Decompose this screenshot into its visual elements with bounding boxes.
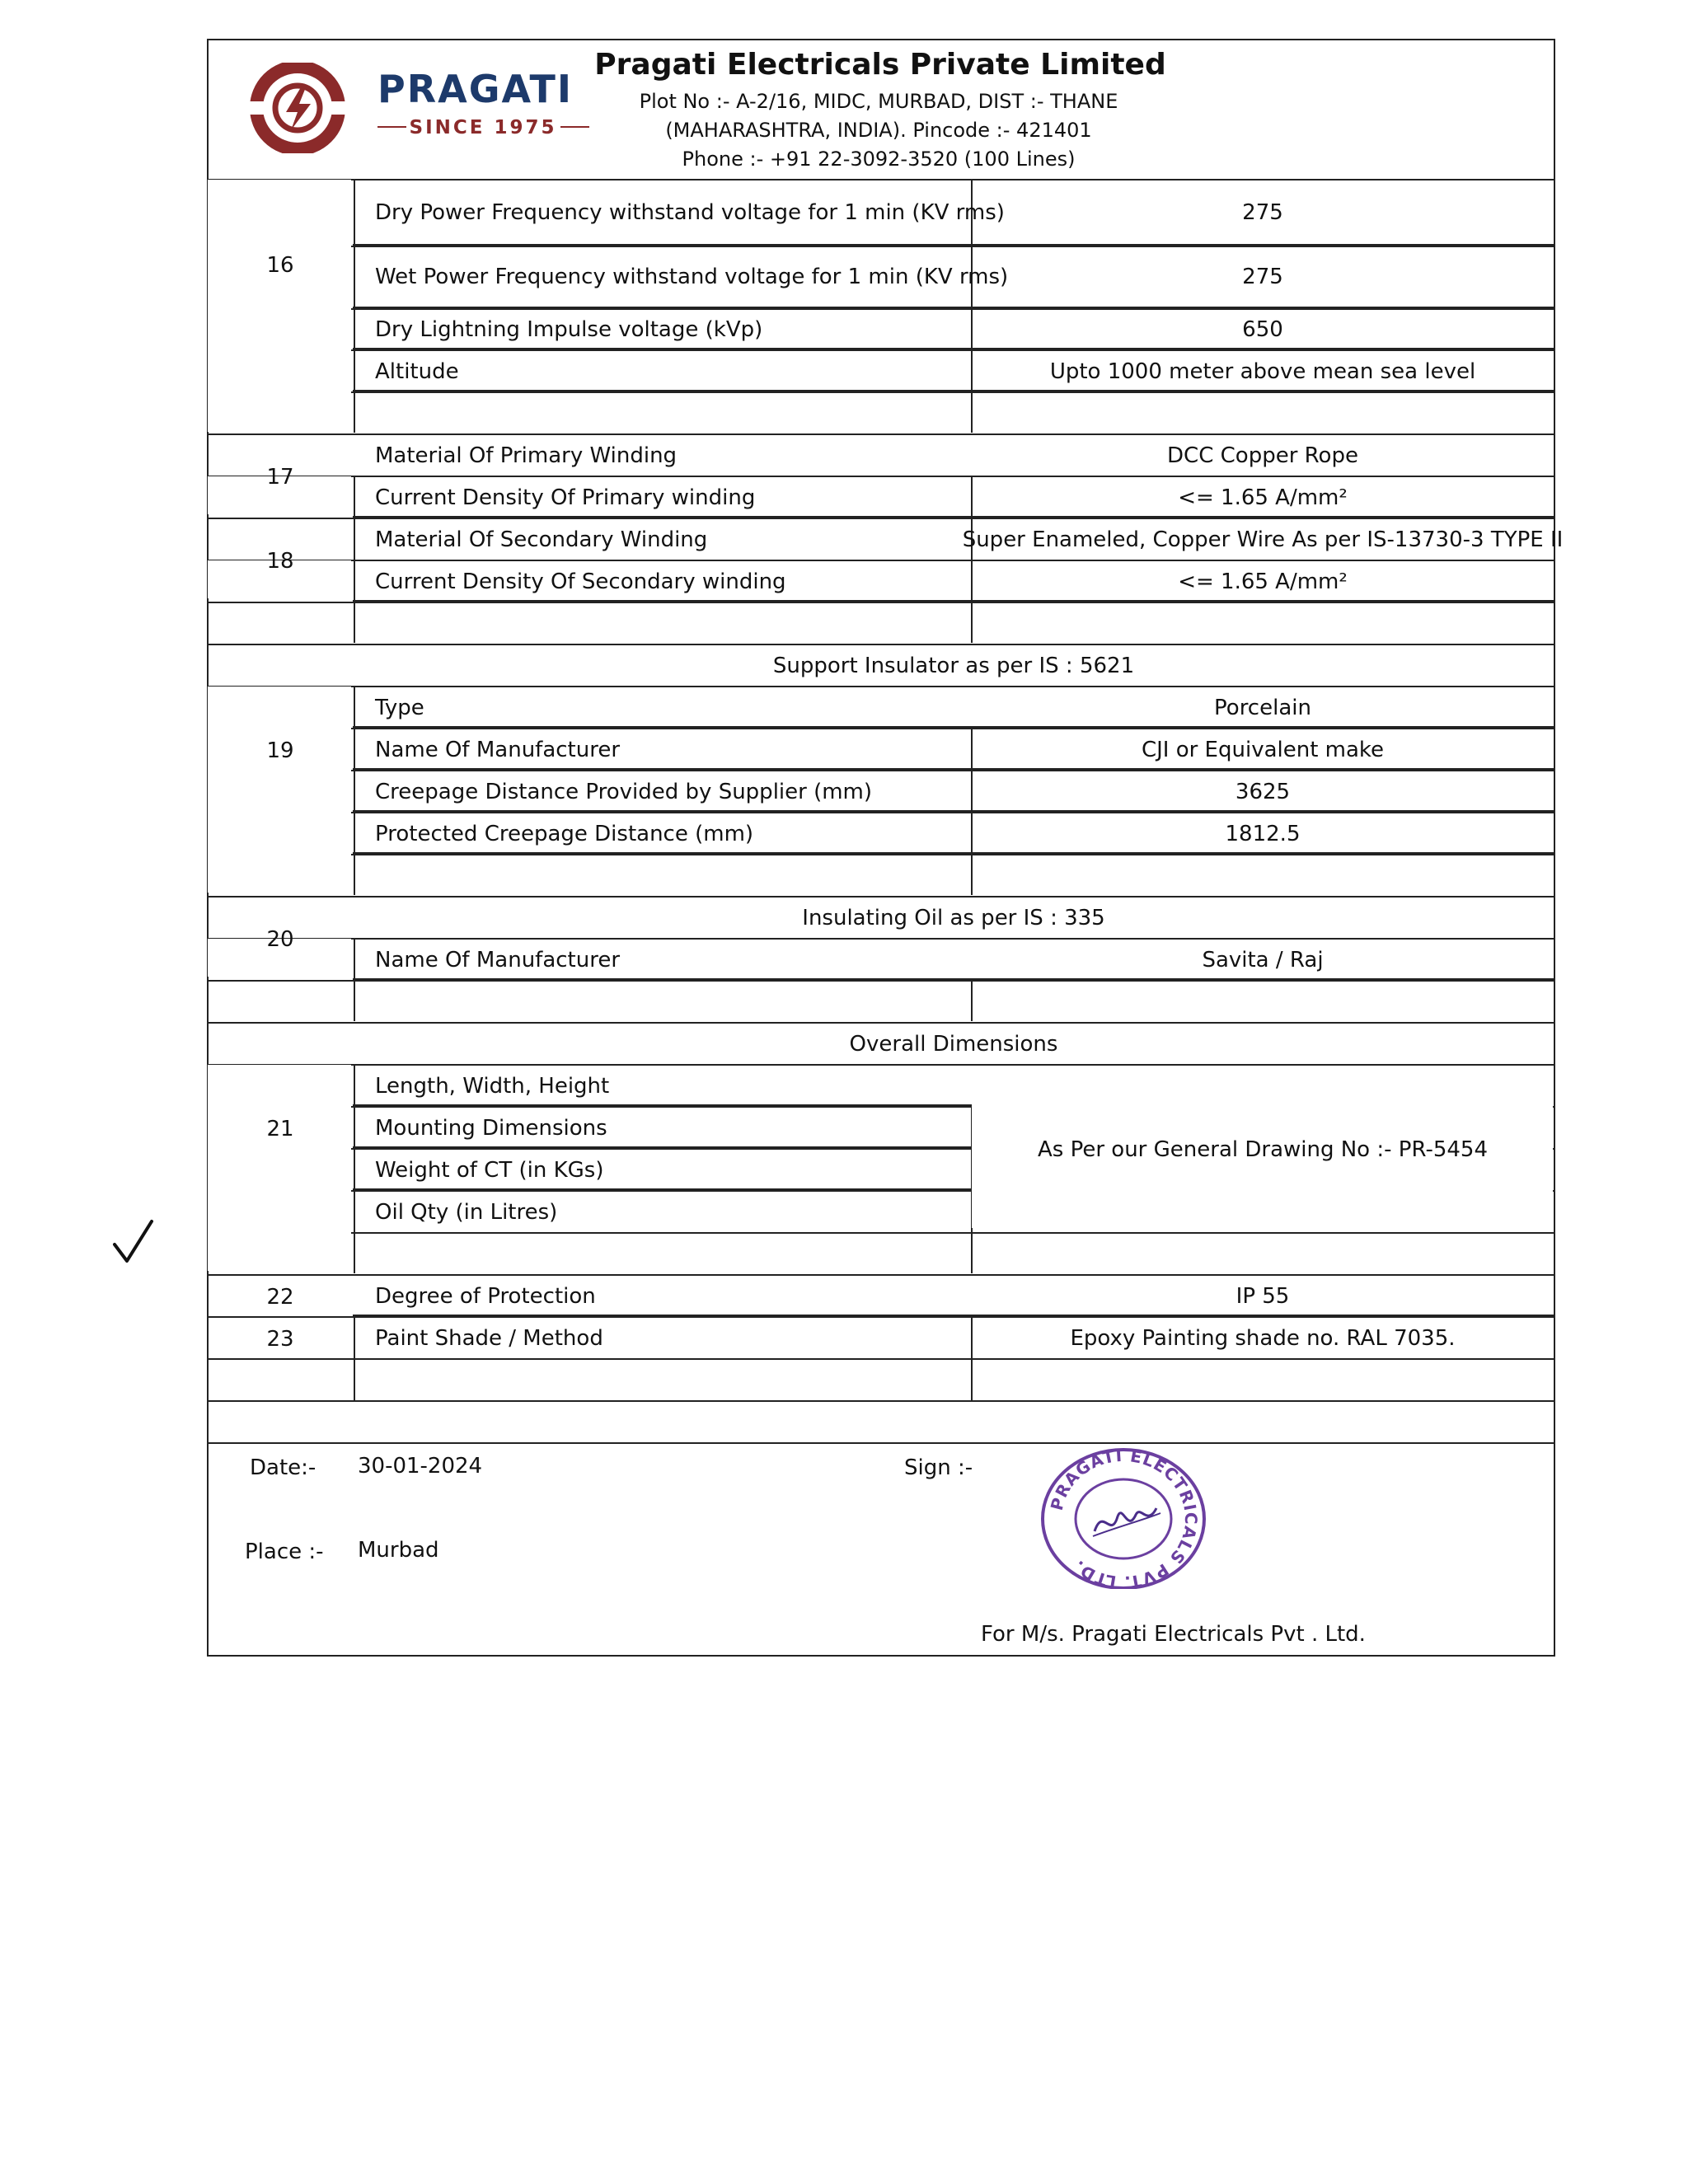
- value-protected-creepage: 1812.5: [1225, 822, 1301, 846]
- param-protected-creepage: Protected Creepage Distance (mm): [375, 822, 754, 846]
- param-weight-of-ct: Weight of CT (in KGs): [375, 1158, 604, 1183]
- param-primary-current-density: Current Density Of Primary winding: [375, 485, 756, 510]
- param-altitude: Altitude: [375, 359, 459, 384]
- param-wet-power-frequency: Wet Power Frequency withstand voltage for 1 min (KV rms): [375, 265, 1009, 289]
- for-company-label: For M/s. Pragati Electricals Pvt . Ltd.: [981, 1622, 1366, 1647]
- row-number-17: 17: [266, 465, 294, 490]
- logo-wordmark: PRAGATI: [377, 67, 574, 111]
- value-insulator-type: Porcelain: [1214, 696, 1311, 720]
- value-primary-current-density: <= 1.65 A/mm²: [1178, 485, 1348, 510]
- row-number-18: 18: [266, 549, 294, 574]
- value-altitude: Upto 1000 meter above mean sea level: [1049, 359, 1476, 384]
- value-dry-power-frequency: 275: [1242, 200, 1283, 225]
- param-lightning-impulse: Dry Lightning Impulse voltage (kVp): [375, 317, 763, 342]
- param-length-width-height: Length, Width, Height: [375, 1074, 610, 1099]
- value-secondary-winding-material: Super Enameled, Copper Wire As per IS-13730-3 TYPE II: [962, 527, 1564, 552]
- logo-tagline: SINCE 1975: [409, 117, 557, 138]
- row-number-21: 21: [266, 1117, 294, 1141]
- param-insulator-type: Type: [375, 696, 424, 720]
- param-secondary-winding-material: Material Of Secondary Winding: [375, 527, 708, 552]
- overall-dimensions-heading: Overall Dimensions: [849, 1032, 1058, 1057]
- value-degree-of-protection: IP 55: [1236, 1284, 1290, 1309]
- signature-icon: [1095, 1508, 1156, 1531]
- sign-label: Sign :-: [904, 1455, 973, 1480]
- param-mounting-dimensions: Mounting Dimensions: [375, 1116, 607, 1141]
- param-oil-manufacturer: Name Of Manufacturer: [375, 948, 621, 972]
- support-insulator-heading: Support Insulator as per IS : 5621: [772, 654, 1135, 678]
- param-paint-shade: Paint Shade / Method: [375, 1326, 603, 1351]
- address-line-1: Plot No :- A-2/16, MIDC, MURBAD, DIST :- THANE: [639, 90, 1118, 113]
- param-degree-of-protection: Degree of Protection: [375, 1284, 596, 1309]
- place-label: Place :-: [245, 1540, 324, 1564]
- date-label: Date:-: [250, 1455, 316, 1480]
- checkmark-icon: [112, 1218, 155, 1264]
- row-number-19: 19: [266, 738, 294, 763]
- place-value: Murbad: [358, 1538, 439, 1563]
- param-insulator-manufacturer: Name Of Manufacturer: [375, 738, 621, 762]
- value-secondary-current-density: <= 1.65 A/mm²: [1178, 569, 1348, 594]
- company-stamp: [1037, 1441, 1210, 1589]
- value-lightning-impulse: 650: [1242, 317, 1283, 342]
- param-secondary-current-density: Current Density Of Secondary winding: [375, 569, 786, 594]
- value-paint-shade: Epoxy Painting shade no. RAL 7035.: [1070, 1326, 1456, 1351]
- date-value: 30-01-2024: [358, 1454, 483, 1479]
- row-number-23: 23: [266, 1327, 294, 1352]
- row-number-22: 22: [266, 1285, 294, 1310]
- insulating-oil-heading: Insulating Oil as per IS : 335: [802, 906, 1105, 930]
- value-wet-power-frequency: 275: [1242, 265, 1283, 289]
- param-dry-power-frequency: Dry Power Frequency withstand voltage for 1 min (KV rms): [375, 200, 1005, 225]
- row-number-20: 20: [266, 927, 294, 952]
- param-primary-winding-material: Material Of Primary Winding: [375, 443, 678, 468]
- row-number-16: 16: [266, 253, 294, 278]
- param-oil-qty: Oil Qty (in Litres): [375, 1200, 558, 1225]
- value-insulator-manufacturer: CJI or Equivalent make: [1141, 738, 1385, 762]
- stamp-text: PRAGATI ELECTRICALS PVT. LTD.: [1046, 1445, 1202, 1589]
- address-line-2: (MAHARASHTRA, INDIA). Pincode :- 421401: [665, 119, 1092, 142]
- value-primary-winding-material: DCC Copper Rope: [1167, 443, 1358, 468]
- value-general-drawing: As Per our General Drawing No :- PR-5454: [1037, 1137, 1489, 1162]
- company-name: Pragati Electricals Private Limited: [594, 48, 1166, 82]
- value-oil-manufacturer: Savita / Raj: [1202, 948, 1324, 972]
- phone-line: Phone :- +91 22-3092-3520 (100 Lines): [682, 148, 1076, 171]
- value-creepage-distance: 3625: [1235, 780, 1291, 804]
- param-creepage-distance: Creepage Distance Provided by Supplier (mm): [375, 780, 873, 804]
